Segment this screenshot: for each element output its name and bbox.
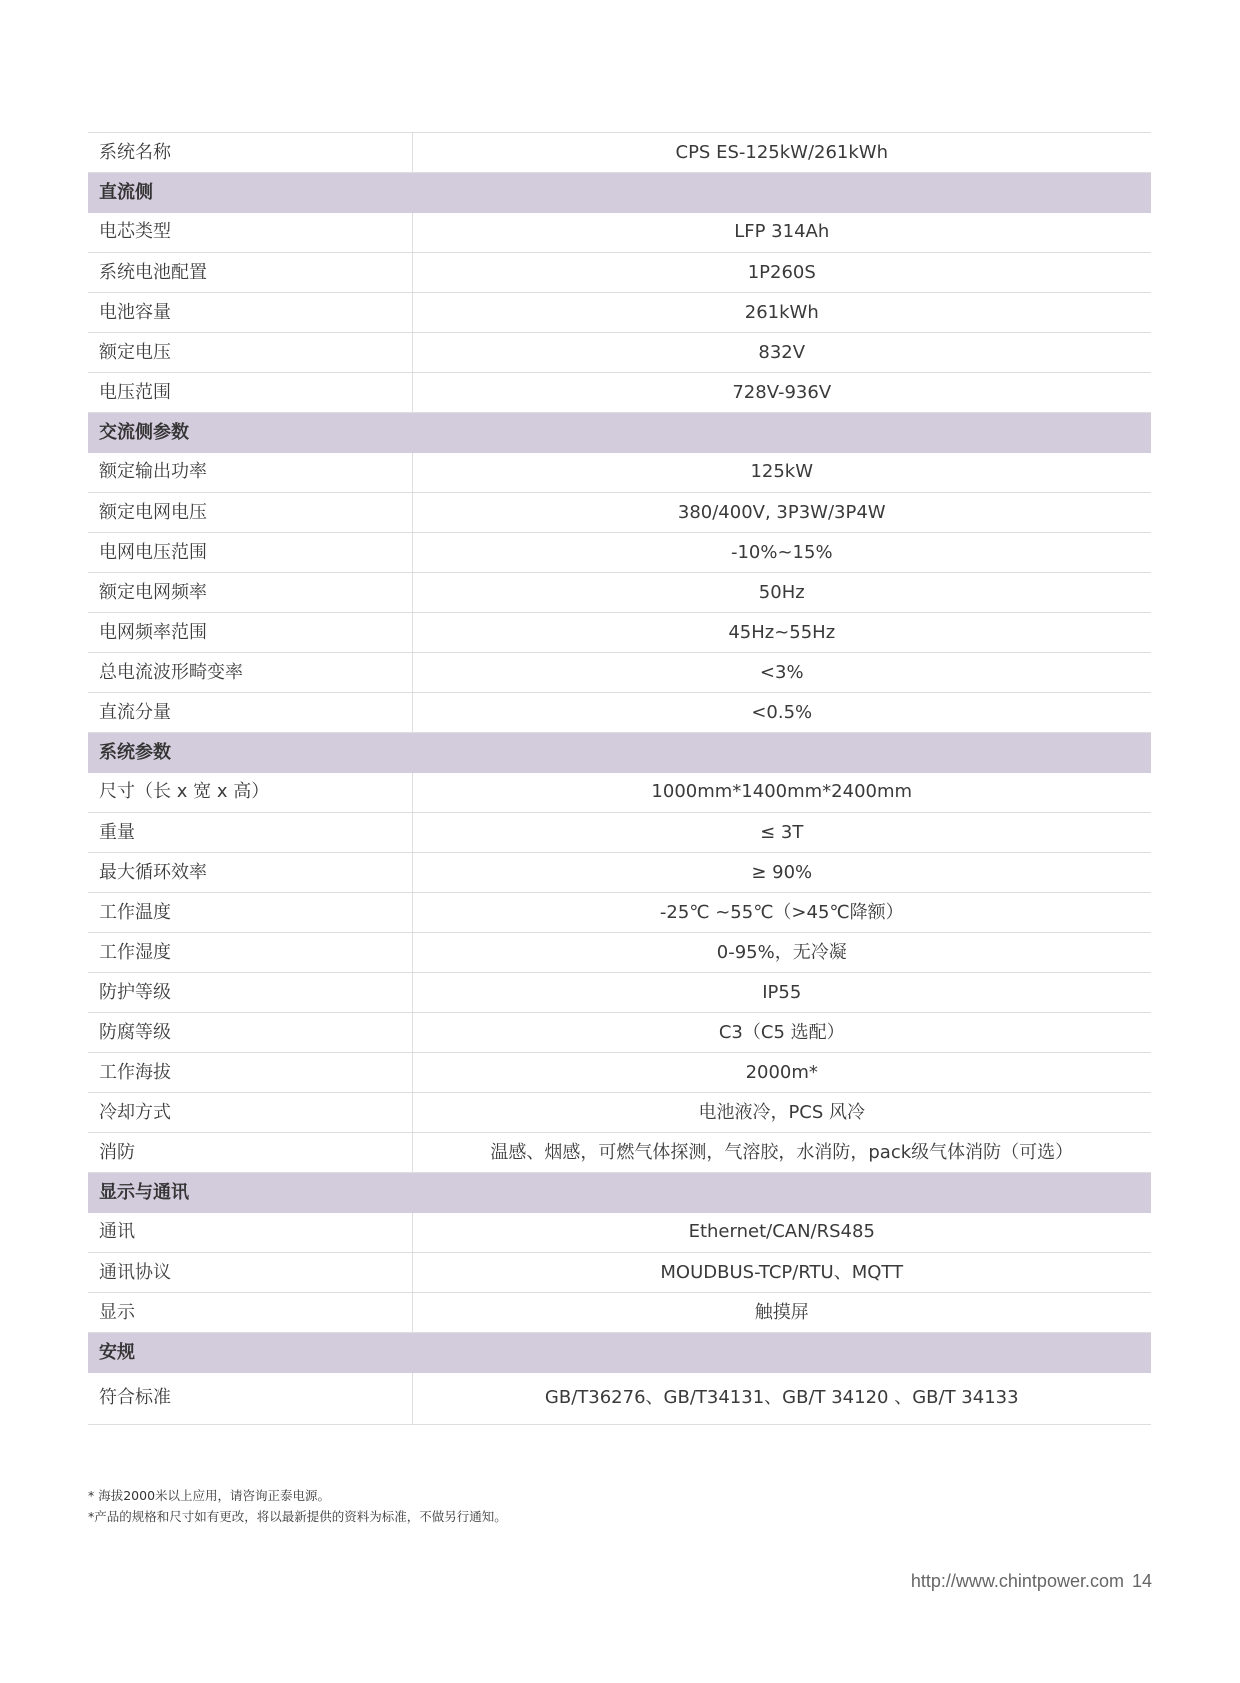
spec-label: 工作海拔 xyxy=(88,1053,412,1093)
spec-label: 工作温度 xyxy=(88,893,412,933)
spec-label: 额定电网频率 xyxy=(88,573,412,613)
table-row xyxy=(88,493,1151,533)
spec-value: -10%~15% xyxy=(412,533,1151,573)
spec-label: 尺寸（长 x 宽 x 高） xyxy=(88,773,412,813)
spec-value: C3（C5 选配） xyxy=(412,1013,1151,1053)
spec-value: 触摸屏 xyxy=(412,1293,1151,1333)
spec-table-body xyxy=(88,133,1151,1425)
spec-table xyxy=(88,132,1151,1425)
table-row xyxy=(88,213,1151,253)
spec-label: 重量 xyxy=(88,813,412,853)
spec-value: ≤ 3T xyxy=(412,813,1151,853)
spec-label: 直流分量 xyxy=(88,693,412,733)
table-row xyxy=(88,1213,1151,1253)
spec-label: 防腐等级 xyxy=(88,1013,412,1053)
spec-value: 380/400V, 3P3W/3P4W xyxy=(412,493,1151,533)
table-row xyxy=(88,1293,1151,1333)
spec-label: 总电流波形畸变率 xyxy=(88,653,412,693)
spec-value: 2000m* xyxy=(412,1053,1151,1093)
table-row xyxy=(88,253,1151,293)
table-row xyxy=(88,973,1151,1013)
spec-label: 显示 xyxy=(88,1293,412,1333)
spec-label: 工作湿度 xyxy=(88,933,412,973)
table-row xyxy=(88,893,1151,933)
table-row xyxy=(88,933,1151,973)
spec-label: 最大循环效率 xyxy=(88,853,412,893)
table-row xyxy=(88,573,1151,613)
spec-value: 125kW xyxy=(412,453,1151,493)
spec-label: 系统名称 xyxy=(88,133,412,173)
spec-label: 消防 xyxy=(88,1133,412,1173)
table-row xyxy=(88,293,1151,333)
table-row xyxy=(88,613,1151,653)
footnotes xyxy=(88,1485,507,1527)
footnote-altitude: * 海拔2000米以上应用，请咨询正泰电源。 xyxy=(88,1488,331,1503)
website-link[interactable]: http://www.chintpower.com xyxy=(910,1571,1124,1591)
spec-value: MOUDBUS-TCP/RTU、MQTT xyxy=(412,1253,1151,1293)
section-title: 直流侧 xyxy=(88,173,1151,213)
table-row xyxy=(88,373,1151,413)
table-row xyxy=(88,1253,1151,1293)
spec-label: 额定输出功率 xyxy=(88,453,412,493)
section-header xyxy=(88,173,1151,213)
table-row xyxy=(88,773,1151,813)
section-title: 显示与通讯 xyxy=(88,1173,1151,1213)
table-row xyxy=(88,1373,1151,1425)
spec-value: 728V-936V xyxy=(412,373,1151,413)
spec-label: 电压范围 xyxy=(88,373,412,413)
spec-value: 261kWh xyxy=(412,293,1151,333)
spec-value: ≥ 90% xyxy=(412,853,1151,893)
table-row xyxy=(88,453,1151,493)
spec-value: 0-95%，无冷凝 xyxy=(412,933,1151,973)
footnote-disclaimer: *产品的规格和尺寸如有更改，将以最新提供的资料为标准，不做另行通知。 xyxy=(88,1509,507,1524)
section-header xyxy=(88,1173,1151,1213)
spec-value: 832V xyxy=(412,333,1151,373)
table-row xyxy=(88,333,1151,373)
section-title: 系统参数 xyxy=(88,733,1151,773)
section-header xyxy=(88,413,1151,453)
spec-label: 通讯 xyxy=(88,1213,412,1253)
section-title: 安规 xyxy=(88,1333,1151,1373)
spec-label: 电池容量 xyxy=(88,293,412,333)
spec-label: 系统电池配置 xyxy=(88,253,412,293)
spec-value: 温感、烟感，可燃气体探测，气溶胶，水消防，pack级气体消防（可选） xyxy=(412,1133,1151,1173)
spec-value: <3% xyxy=(412,653,1151,693)
table-row xyxy=(88,853,1151,893)
spec-label: 通讯协议 xyxy=(88,1253,412,1293)
table-row xyxy=(88,533,1151,573)
spec-value: IP55 xyxy=(412,973,1151,1013)
spec-label: 额定电网电压 xyxy=(88,493,412,533)
spec-value: 45Hz~55Hz xyxy=(412,613,1151,653)
spec-label: 电网电压范围 xyxy=(88,533,412,573)
spec-value: CPS ES-125kW/261kWh xyxy=(412,133,1151,173)
section-header xyxy=(88,1333,1151,1373)
spec-value: 1000mm*1400mm*2400mm xyxy=(412,773,1151,813)
table-row xyxy=(88,1133,1151,1173)
spec-value: Ethernet/CAN/RS485 xyxy=(412,1213,1151,1253)
spec-label: 电芯类型 xyxy=(88,213,412,253)
table-row xyxy=(88,693,1151,733)
spec-value: 1P260S xyxy=(412,253,1151,293)
section-title: 交流侧参数 xyxy=(88,413,1151,453)
spec-label: 额定电压 xyxy=(88,333,412,373)
table-row xyxy=(88,1053,1151,1093)
spec-value: LFP 314Ah xyxy=(412,213,1151,253)
spec-label: 电网频率范围 xyxy=(88,613,412,653)
spec-value: GB/T36276、GB/T34131、GB/T 34120 、GB/T 34133 xyxy=(412,1373,1151,1425)
table-row xyxy=(88,1013,1151,1053)
spec-value: <0.5% xyxy=(412,693,1151,733)
spec-value: 50Hz xyxy=(412,573,1151,613)
spec-label: 冷却方式 xyxy=(88,1093,412,1133)
table-row xyxy=(88,133,1151,173)
spec-value: -25℃ ~55℃（>45℃降额） xyxy=(412,893,1151,933)
table-row xyxy=(88,653,1151,693)
table-row xyxy=(88,1093,1151,1133)
spec-value: 电池液冷，PCS 风冷 xyxy=(412,1093,1151,1133)
page-footer xyxy=(911,1571,1152,1592)
spec-label: 符合标准 xyxy=(88,1373,412,1425)
section-header xyxy=(88,733,1151,773)
page-number: 14 xyxy=(1131,1571,1152,1591)
spec-label: 防护等级 xyxy=(88,973,412,1013)
table-row xyxy=(88,813,1151,853)
